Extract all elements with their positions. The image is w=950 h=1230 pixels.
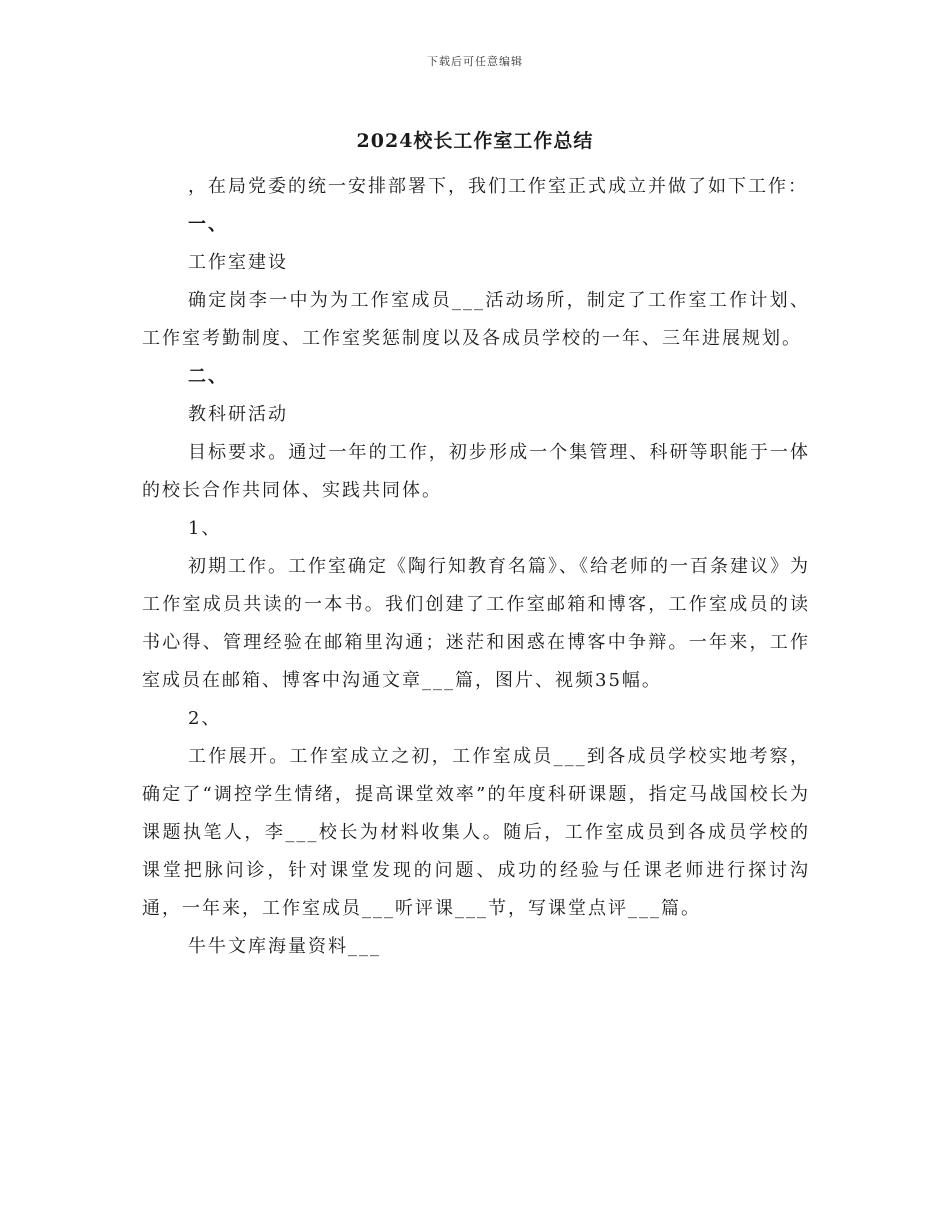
- page-header: 下载后可任意编辑: [427, 55, 523, 68]
- paragraph-construction: 确定岗李一中为为工作室成员___活动场所，制定了工作室工作计划、工作室考勤制度、工作室奖惩制度以及各成员学校的一年、三年进展规划。: [142, 290, 810, 349]
- subsection-number-2: 2、: [188, 708, 222, 729]
- subsection-number-1: 1、: [188, 518, 222, 539]
- section-title-construction: 工作室建设: [188, 252, 288, 273]
- document-title: 2024校长工作室工作总结: [356, 130, 594, 152]
- section-title-research: 教科研活动: [188, 404, 288, 425]
- paragraph-initial-work: 初期工作。工作室确定《陶行知教育名篇》、《给老师的一百条建议》为工作室成员共读的一本书。我们创建了工作室邮箱和博客，工作室成员的读书心得、管理经验在邮箱里沟通；迷茫和困惑在博客中争辩。一年来，工作室成员在邮箱、博客中沟通文章___篇，图片、视频35幅。: [142, 556, 810, 691]
- section-number-2: 二、: [188, 366, 228, 387]
- paragraph-work-development: 工作展开。工作室成立之初，工作室成员___到各成员学校实地考察，确定了“调控学生情绪，提高课堂效率”的年度科研课题，指定马战国校长为课题执笔人，李___校长为材料收集人。随后，工作室成员到各成员学校的课堂把脉问诊，针对课堂发现的问题、成功的经验与任课老师进行探讨沟通，一年来，工作室成员___听评课___节，写课堂点评___篇。: [142, 746, 810, 919]
- document-body: [142, 168, 810, 966]
- section-number-1: 一、: [188, 214, 228, 235]
- paragraph-footer-note: 牛牛文库海量资料___: [188, 936, 381, 957]
- paragraph-intro: ，在局党委的统一安排部署下，我们工作室正式成立并做了如下工作：: [188, 176, 808, 197]
- paragraph-goals: 目标要求。通过一年的工作，初步形成一个集管理、科研等职能于一体的校长合作共同体、实践共同体。: [142, 442, 810, 501]
